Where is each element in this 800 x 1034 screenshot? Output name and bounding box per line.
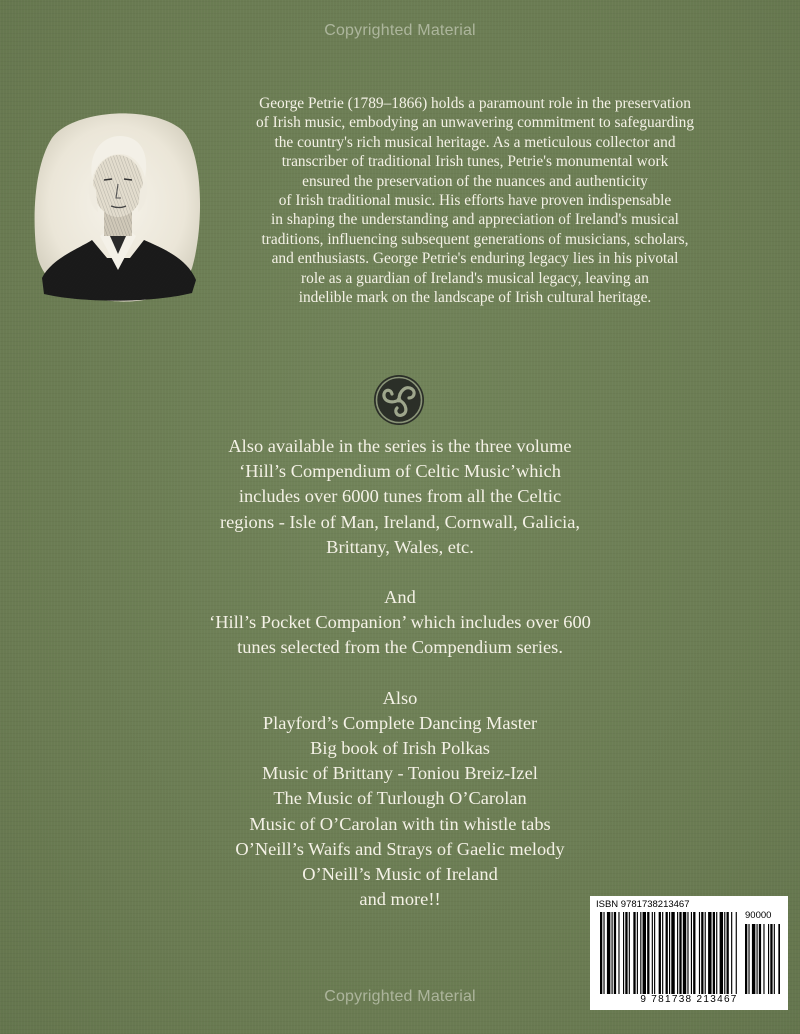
series-listing xyxy=(150,434,650,912)
bio-line: traditions, influencing subsequent generations of musicians, scholars, xyxy=(261,230,689,248)
copyright-watermark-top: Copyrighted Material xyxy=(324,22,476,39)
series-line: tunes selected from the Compendium series. xyxy=(237,637,563,658)
list-item: O’Neill’s Music of Ireland xyxy=(302,864,498,885)
list-item: O’Neill’s Waifs and Strays of Gaelic melody xyxy=(235,838,565,859)
barcode-bars xyxy=(590,896,788,1010)
list-item: and more!! xyxy=(359,889,441,910)
bio-line: George Petrie (1789–1866) holds a paramount role in the preservation xyxy=(259,95,691,112)
pocket-companion-paragraph xyxy=(150,585,650,661)
list-item: The Music of Turlough O’Carolan xyxy=(273,788,527,809)
celtic-triskele-ornament xyxy=(372,373,426,427)
also-available-list xyxy=(150,686,650,913)
barcode-digits: 9 781738 213467 xyxy=(640,994,738,1005)
compendium-paragraph xyxy=(150,434,650,560)
series-line: regions - Isle of Man, Ireland, Cornwall, Galicia, xyxy=(219,511,581,532)
isbn-barcode xyxy=(590,896,788,1010)
bio-line: indelible mark on the landscape of Irish cultural heritage. xyxy=(298,289,652,307)
isbn-label: ISBN 9781738213467 xyxy=(596,899,690,910)
series-line: And xyxy=(384,587,416,608)
bio-line: in shaping the understanding and appreciation of Ireland's musical xyxy=(271,211,679,229)
copyright-watermark-bottom: Copyrighted Material xyxy=(324,988,476,1005)
george-petrie-portrait xyxy=(32,108,202,303)
bio-line: ensured the preservation of the nuances and authenticity xyxy=(302,172,648,190)
list-item: Playford’s Complete Dancing Master xyxy=(262,712,538,733)
list-item: Music of Brittany - Toniou Breiz-Izel xyxy=(262,763,538,784)
bio-line: of Irish traditional music. His efforts have proven indispensable xyxy=(278,192,672,210)
list-item: Big book of Irish Polkas xyxy=(310,738,490,759)
series-line: Also available in the series is the three volume xyxy=(228,436,572,456)
bio-line: transcriber of traditional Irish tunes, Petrie's monumental work xyxy=(281,153,669,171)
biography-paragraph xyxy=(200,94,750,307)
bio-line: role as a guardian of Ireland's musical legacy, leaving an xyxy=(301,269,649,287)
series-line: ‘Hill’s Compendium of Celtic Music’which xyxy=(239,461,561,482)
list-item: Also xyxy=(382,687,418,708)
bio-line: the country's rich musical heritage. As a meticulous collector and xyxy=(274,133,676,151)
series-line: includes over 6000 tunes from all the Celtic xyxy=(238,486,562,507)
series-line: Brittany, Wales, etc. xyxy=(326,536,474,557)
bio-line: of Irish music, embodying an unwavering commitment to safeguarding xyxy=(255,114,695,132)
bio-line: and enthusiasts. George Petrie's enduring legacy lies in his pivotal xyxy=(271,250,679,268)
list-item: Music of O’Carolan with tin whistle tabs xyxy=(249,813,551,834)
series-line: ‘Hill’s Pocket Companion’ which includes over 600 xyxy=(209,612,591,633)
price-code: 90000 xyxy=(745,910,772,921)
